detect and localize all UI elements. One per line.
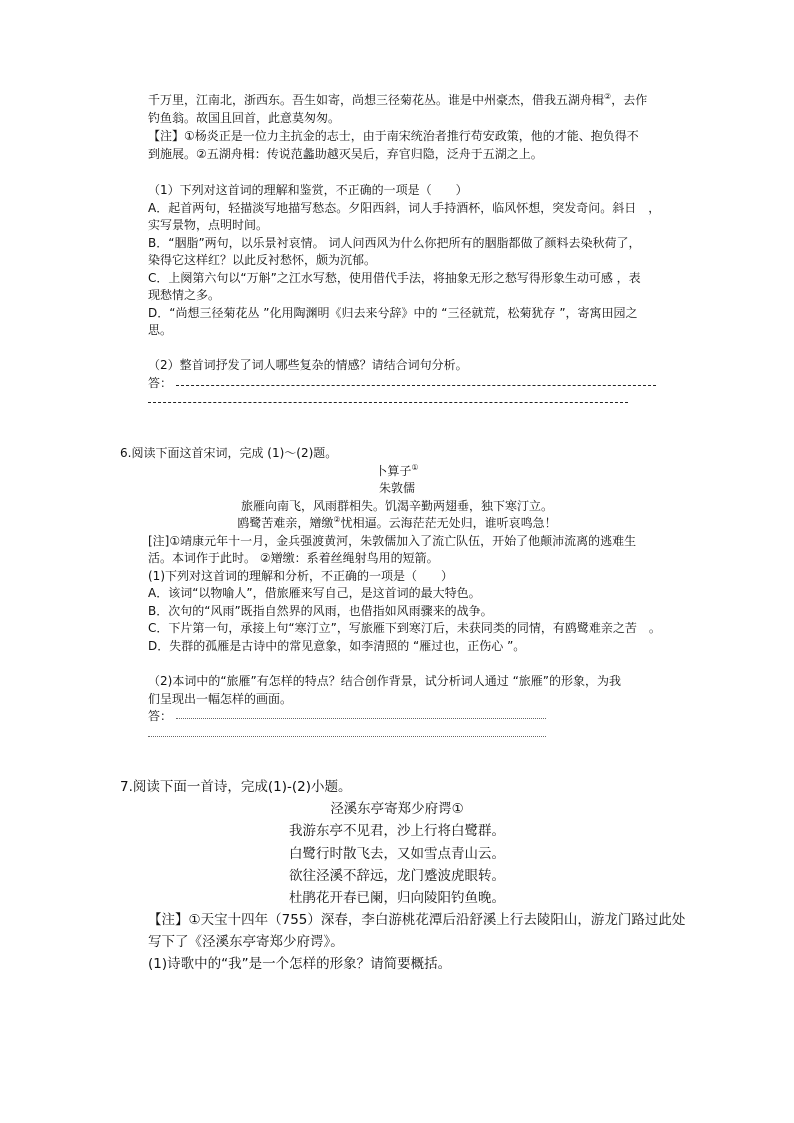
question-7-stem: 7.阅读下面一首诗，完成(1)-(2)小题。: [120, 779, 352, 795]
q1-option-line: 现愁情之多。: [148, 288, 221, 302]
poem-author: 朱敦儒: [378, 481, 415, 495]
q2-stem-line: 们呈现出一幅怎样的画面。: [148, 692, 293, 706]
q1-stem: (1)下列对这首词的理解和分析，不正确的一项是（ ）: [148, 569, 454, 583]
q1-option-line: 实写景物，点明时间。: [148, 218, 269, 232]
q2-stem: （2）整首词抒发了词人哪些复杂的情感？请结合词句分析。: [148, 358, 468, 372]
poem-line: 欲往泾溪不辞远，龙门蹙波虎眼转。: [289, 868, 505, 884]
question-6-stem: 6.阅读下面这首宋词，完成 (1)～(2)题。: [120, 446, 338, 460]
note-line: 活。本词作于此时。 ②矰缴：系着丝绳射鸟用的短箭。: [148, 551, 439, 565]
q1-option-line: D．失群的孤雁是古诗中的常见意象，如李清照的 “雁过也，正伤心 ”。: [148, 639, 526, 653]
footnote-marker: ②: [604, 92, 612, 101]
note-line: 写下了《泾溪东亭寄郑少府谔》。: [148, 934, 344, 950]
answer-line[interactable]: [148, 402, 628, 403]
footnote-marker: ①: [411, 463, 419, 472]
answer-label: 答：: [148, 376, 173, 390]
q1-option-line: D．“尚想三径菊花丛 ”化用陶渊明《归去来兮辞》中的 “三径就荒，松菊犹存 ”，寄寓田园之: [148, 306, 638, 320]
answer-line[interactable]: [176, 718, 546, 719]
note-line: 【注】①天宝十四年（755）深春，李白游桃花潭后沿舒溪上行去陵阳山，游龙门路过此处: [148, 912, 686, 928]
poem-title: 泾溪东亭寄郑少府谔①: [330, 801, 464, 817]
note-line: 到施展。②五湖舟楫：传说范蠡助越灭吴后，弃官归隐，泛舟于五湖之上。: [148, 147, 543, 161]
q1-option-line: B．次句的“风雨”既指自然界的风雨，也借指如风雨骤来的战争。: [148, 604, 493, 618]
poem-title: [0, 463, 794, 480]
q1-option-line: C．下片第一句，承接上句“寒汀立”，写旅雁下到寒汀后，未获同类的同情，有鸥鹭难亲之苦 。: [148, 621, 661, 635]
poem-title-text: 卜算子: [375, 464, 412, 478]
answer-line[interactable]: [176, 385, 656, 386]
q1-option-line: B．“胭脂”两句，以乐景衬哀情。 词人问西风为什么你把所有的胭脂都做了颜料去染秋荷了，: [148, 236, 641, 250]
q2-stem-line: （2)本词中的“旅雁”有怎样的特点？结合创作背景，试分析词人通过 “旅雁”的形象，为我: [148, 674, 622, 688]
poem-line: 旅雁向南飞，风雨群相失。饥渴辛勤两翅垂，独下寒汀立。: [240, 499, 553, 513]
poem-tail-text-end: ，去作: [611, 93, 648, 107]
footnote-marker: ②: [333, 515, 341, 524]
q1-option-line: A．该词“以物喻人”，借旅雁来写自己，是这首词的最大特色。: [148, 586, 481, 600]
q1-option-line: A．起首两句，轻描淡写地描写愁态。夕阳西斜，词人手持酒杯，临风怀想，突发奇问。斜日 ，: [148, 201, 661, 215]
poem-line: 杜鹃花开春已阑，归向陵阳钓鱼晚。: [289, 890, 505, 906]
note-line: [注]①靖康元年十一月，金兵强渡黄河，朱敦儒加入了流亡队伍，开始了他颠沛流离的逃难生: [148, 534, 637, 548]
q1-stem: (1)诗歌中的“我”是一个怎样的形象？请简要概括。: [148, 956, 452, 972]
poem-line-text-end: 忧相逼。云海茫茫无处归，谁听哀鸣急！: [340, 516, 557, 530]
poem-line: 白鹭行时散飞去，又如雪点青山云。: [289, 846, 505, 862]
poem-tail-line-1: [148, 92, 647, 109]
q1-option-line: 思。: [148, 323, 173, 337]
answer-line[interactable]: [148, 736, 546, 737]
poem-line-text: 鸥鹭苦难亲，矰缴: [237, 516, 334, 530]
poem-tail-text: 千万里，江南北，浙西东。吾生如寄，尚想三径菊花丛。谁是中州豪杰，借我五湖舟楫: [148, 93, 605, 107]
q1-stem: （1）下列对这首词的理解和鉴赏，不正确的一项是（ ）: [148, 183, 468, 197]
poem-line: [0, 515, 794, 532]
note-line: 【注】①杨炎正是一位力主抗金的志士，由于南宋统治者推行苟安政策，他的才能、抱负得不: [148, 129, 639, 143]
poem-line: 我游东亭不见君，沙上行将白鹭群。: [289, 823, 505, 839]
poem-tail-line-2: 钓鱼翁。故国且回首，此意莫匆匆。: [148, 111, 341, 125]
q1-option-line: 染得它这样红？以此反衬愁怀，颇为沉郁。: [148, 253, 377, 267]
answer-label: 答：: [148, 709, 173, 723]
q1-option-line: C．上阕第六句以“万斛”之江水写愁，使用借代手法，将抽象无形之愁写得形象生动可感 ，表: [148, 271, 641, 285]
